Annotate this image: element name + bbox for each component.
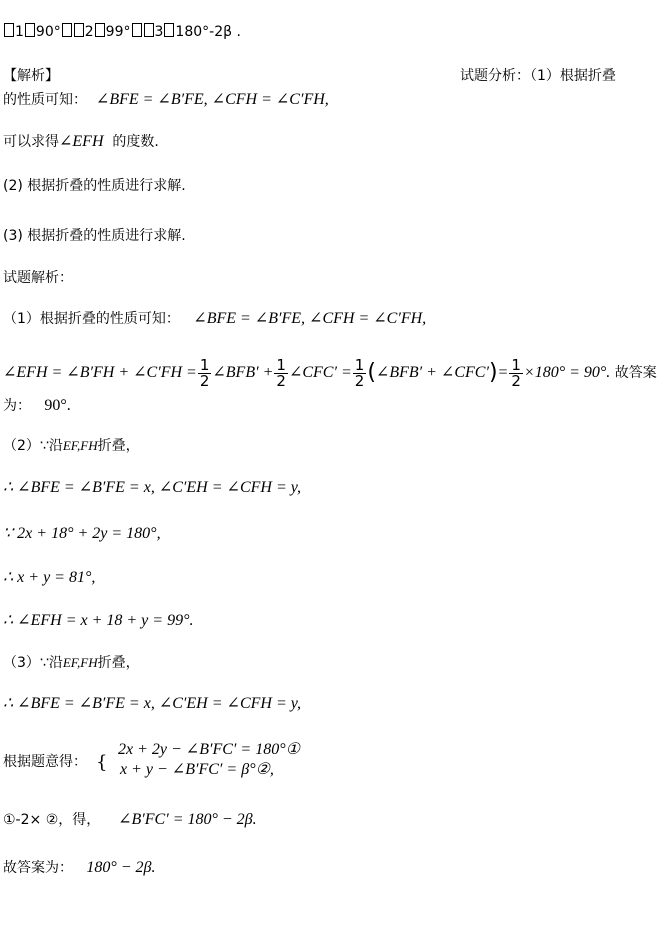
answer-part1-number: 1 <box>15 24 24 40</box>
placeholder-box-icon <box>62 23 72 37</box>
analysis-line-2-text: 的性质可知： <box>3 92 87 108</box>
solution-line-3-text: 为： <box>3 398 31 414</box>
solution-line-12 <box>3 810 257 830</box>
analysis-line-2-math: ∠BFE = ∠B′FE, ∠CFH = ∠C′FH, <box>95 91 329 108</box>
placeholder-box-icon <box>4 23 14 37</box>
close-paren: ) <box>488 360 498 385</box>
solution-header: 试题解析： <box>3 270 73 286</box>
system-equation-1: 2x + 2y − ∠B′FC′ = 180°① <box>118 741 300 758</box>
answer-line <box>3 22 241 42</box>
solution-line-11-text: 根据题意得： <box>3 754 87 770</box>
fraction-half <box>509 355 523 390</box>
system-equation-2: x + y − ∠B′FC′ = β°②, <box>120 761 274 778</box>
solution-line-8: ∴ ∠EFH = x + 18 + y = 99°. <box>3 612 194 629</box>
fraction-numerator: 1 <box>511 355 521 374</box>
eq-part-b: ∠BFB′ + <box>212 364 274 381</box>
solution-line-13-math: 180° − 2β. <box>86 859 156 876</box>
fraction-half <box>353 355 367 390</box>
solution-line-7: ∴ x + y = 81°, <box>3 569 96 586</box>
fraction-numerator: 1 <box>199 355 210 374</box>
solution-line-12-text: ①-2× ②，得， <box>3 812 101 828</box>
solution-line-6: ∵ 2x + 18° + 2y = 180°, <box>3 525 161 542</box>
analysis-line-2 <box>3 90 329 110</box>
fraction-half <box>198 355 212 390</box>
solution-line-1-math: ∠BFE = ∠B′FE, ∠CFH = ∠C′FH, <box>193 310 427 327</box>
solution-line-9-tail: 折叠， <box>97 655 140 671</box>
fraction-denominator: 2 <box>354 371 365 390</box>
solution-line-12-math: ∠B′FC′ = 180° − 2β. <box>118 811 257 828</box>
fraction-denominator: 2 <box>511 371 521 390</box>
solution-line-2 <box>3 354 657 392</box>
eq-part-a: ∠EFH = ∠B′FH + ∠C′FH = <box>3 364 197 381</box>
fraction-denominator: 2 <box>276 371 286 390</box>
solution-line-3 <box>3 396 71 416</box>
analysis-line-4: (2) 根据折叠的性质进行求解. <box>3 178 186 194</box>
eq-tail-text: 故答案 <box>614 365 657 381</box>
placeholder-box-icon <box>144 23 154 37</box>
solution-line-13 <box>3 858 156 878</box>
equation-system <box>118 740 300 780</box>
solution-line-9 <box>3 653 140 673</box>
solution-line-4-math: EF,FH <box>62 438 98 453</box>
placeholder-box-icon <box>74 23 84 37</box>
fraction-numerator: 1 <box>354 355 365 374</box>
answer-part3-value: 180°-2β . <box>175 24 241 40</box>
solution-line-9-text: （3）∵沿 <box>3 655 63 671</box>
solution-line-13-text: 故答案为： <box>3 860 73 876</box>
analysis-line-3-text: 可以求得 <box>3 134 59 150</box>
fraction-numerator: 1 <box>276 355 286 374</box>
placeholder-box-icon <box>25 23 35 37</box>
eq-part-c: ∠CFC′ = <box>288 364 352 381</box>
analysis-line-3-tail: 的度数. <box>112 134 159 150</box>
analysis-line-5: (3) 根据折叠的性质进行求解. <box>3 228 186 244</box>
eq-part-d: ∠BFB′ + ∠CFC′ <box>375 364 489 381</box>
solution-line-3-math: 90°. <box>44 397 71 414</box>
analysis-intro: 试题分析：（1）根据折叠 <box>460 68 616 84</box>
answer-part1-value: 90° <box>35 24 61 40</box>
analysis-line-3 <box>3 132 159 152</box>
solution-line-9-math: EF,FH <box>62 655 98 670</box>
solution-line-10: ∴ ∠BFE = ∠B′FE = x, ∠C′EH = ∠CFH = y, <box>3 695 301 712</box>
placeholder-box-icon <box>164 23 174 37</box>
answer-part3-number: 3 <box>154 24 164 40</box>
answer-part2-number: 2 <box>84 24 94 40</box>
solution-line-5: ∴ ∠BFE = ∠B′FE = x, ∠C′EH = ∠CFH = y, <box>3 479 301 496</box>
fraction-denominator: 2 <box>199 371 210 390</box>
solution-line-4-text: （2）∵沿 <box>3 438 63 454</box>
answer-part2-value: 99° <box>105 24 131 40</box>
placeholder-box-icon <box>132 23 142 37</box>
fraction-half <box>274 355 288 390</box>
solution-line-4 <box>3 436 140 456</box>
left-brace-icon: { <box>96 752 108 773</box>
solution-line-1 <box>3 309 426 329</box>
eq-part-f: ×180° = 90°. <box>523 364 611 381</box>
eq-part-e: = <box>497 364 509 381</box>
solution-line-1-text: （1）根据折叠的性质可知： <box>3 311 180 327</box>
analysis-header: 【解析】 <box>3 68 59 84</box>
open-paren: ( <box>367 360 376 385</box>
placeholder-box-icon <box>95 23 105 37</box>
analysis-line-3-math: ∠EFH <box>59 133 104 150</box>
solution-line-4-tail: 折叠， <box>97 438 140 454</box>
